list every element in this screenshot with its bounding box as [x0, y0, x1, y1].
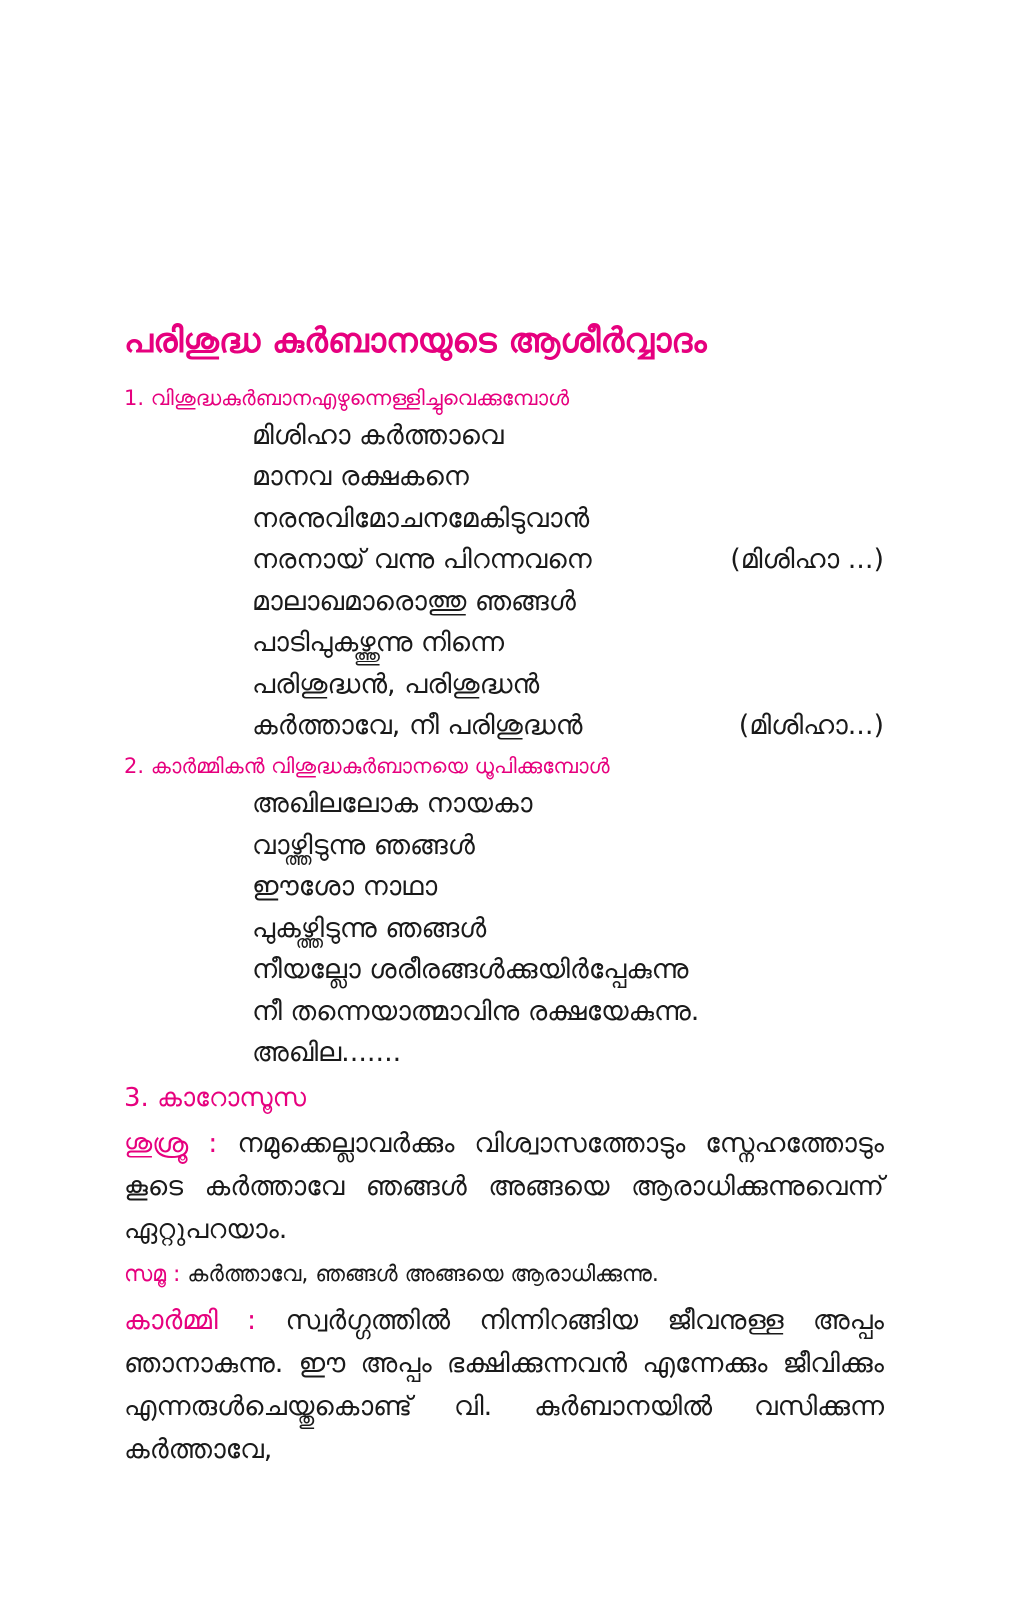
- refrain-text: (മിശിഹാ ...): [730, 544, 884, 576]
- verse-line: [252, 581, 884, 623]
- verse-line: [252, 664, 884, 706]
- dialog-paragraph: [124, 1255, 884, 1295]
- section-3-heading: 3. കാറോസൂസ: [124, 1082, 306, 1113]
- section-2: [124, 751, 884, 1074]
- hymn-1: [124, 415, 884, 747]
- hymn-2: [124, 783, 884, 1074]
- dialog-text: സ്വർഗ്ഗത്തിൽ നിന്നിറങ്ങിയ ജീവനുള്ള അപ്പം ഞാനാകുന്നു. ഈ അപ്പം ഭക്ഷിക്കുന്നവൻ എന്നേക്കും ജീവിക്കും എന്നരുൾചെയ്തുകൊണ്ട് വി. കുർബാനയിൽ വസിക്കുന്ന കർത്താവേ,: [124, 1304, 884, 1465]
- verse-text: അഖില.......: [252, 1037, 402, 1069]
- verse-line: [252, 622, 884, 664]
- verse-line: [252, 908, 884, 950]
- verse-line: [252, 949, 884, 991]
- verse-text: നരനായ് വന്നു പിറന്നവനെ: [252, 544, 592, 576]
- page-title: പരിശുദ്ധ കുർബാനയുടെ ആശീർവ്വാദം: [124, 321, 707, 361]
- verse-line: [252, 991, 884, 1033]
- section-1: [124, 383, 884, 747]
- speaker-label: കാർമ്മി :: [124, 1304, 257, 1336]
- verse-text: വാഴ്ത്തിടുന്നു ഞങ്ങൾ: [252, 829, 475, 861]
- verse-text: നീയല്ലോ ശരീരങ്ങൾക്കുയിർപ്പേകുന്നു: [252, 954, 689, 986]
- verse-text: ഈശോ നാഥാ: [252, 871, 438, 903]
- dialog-paragraph: [124, 1299, 884, 1471]
- verse-line: [252, 866, 884, 908]
- verse-text: കർത്താവേ, നീ പരിശുദ്ധൻ: [252, 710, 583, 742]
- verse-line: [252, 415, 884, 457]
- refrain-text: (മിശിഹാ...): [738, 710, 884, 742]
- dialog-paragraph: [124, 1122, 884, 1251]
- speaker-label: സമൂ :: [124, 1261, 181, 1287]
- dialog-text: കർത്താവേ, ഞങ്ങൾ അങ്ങയെ ആരാധിക്കുന്നു.: [180, 1261, 659, 1287]
- verse-text: പുകഴ്ത്തിടുന്നു ഞങ്ങൾ: [252, 912, 487, 944]
- verse-line: [252, 705, 884, 747]
- verse-text: മാനവ രക്ഷകനെ: [252, 461, 469, 493]
- verse-text: നീ തന്നെയാത്മാവിനു രക്ഷയേകുന്നു.: [252, 995, 700, 1027]
- section-1-heading: 1. വിശുദ്ധകുർബാനഎഴുന്നെള്ളിച്ചുവെക്കുമ്പോൾ: [124, 385, 570, 410]
- speaker-label: ശുശ്രൂ :: [124, 1127, 218, 1159]
- section-3: [124, 1080, 884, 1471]
- verse-text: മിശിഹാ കർത്താവെ: [252, 419, 504, 451]
- verse-line: [252, 498, 884, 540]
- section-2-heading: 2. കാർമ്മികൻ വിശുദ്ധകുർബാനയെ ധൂപിക്കുമ്പോൾ: [124, 753, 610, 778]
- verse-text: നരനുവിമോചനമേകിടുവാൻ: [252, 502, 590, 534]
- verse-text: മാലാഖമാരൊത്തു ഞങ്ങൾ: [252, 585, 576, 617]
- verse-text: അഖിലലോക നായകാ: [252, 788, 533, 820]
- verse-line: [252, 783, 884, 825]
- verse-line: [252, 539, 884, 581]
- page-content: [124, 320, 884, 1471]
- verse-text: പാടിപുകഴ്ത്തുന്നു നിന്നെ: [252, 627, 505, 659]
- dialog-text: നമുക്കെല്ലാവർക്കും വിശ്വാസത്തോടും സ്നേഹത്തോടും കൂടെ കർത്താവേ ഞങ്ങൾ അങ്ങയെ ആരാധിക്കുന്നുവെന്ന് ഏറ്റുപറയാം.: [124, 1127, 884, 1245]
- verse-line: [252, 456, 884, 498]
- verse-text: പരിശുദ്ധൻ, പരിശുദ്ധൻ: [252, 668, 540, 700]
- verse-line: [252, 825, 884, 867]
- verse-line: [252, 1032, 884, 1074]
